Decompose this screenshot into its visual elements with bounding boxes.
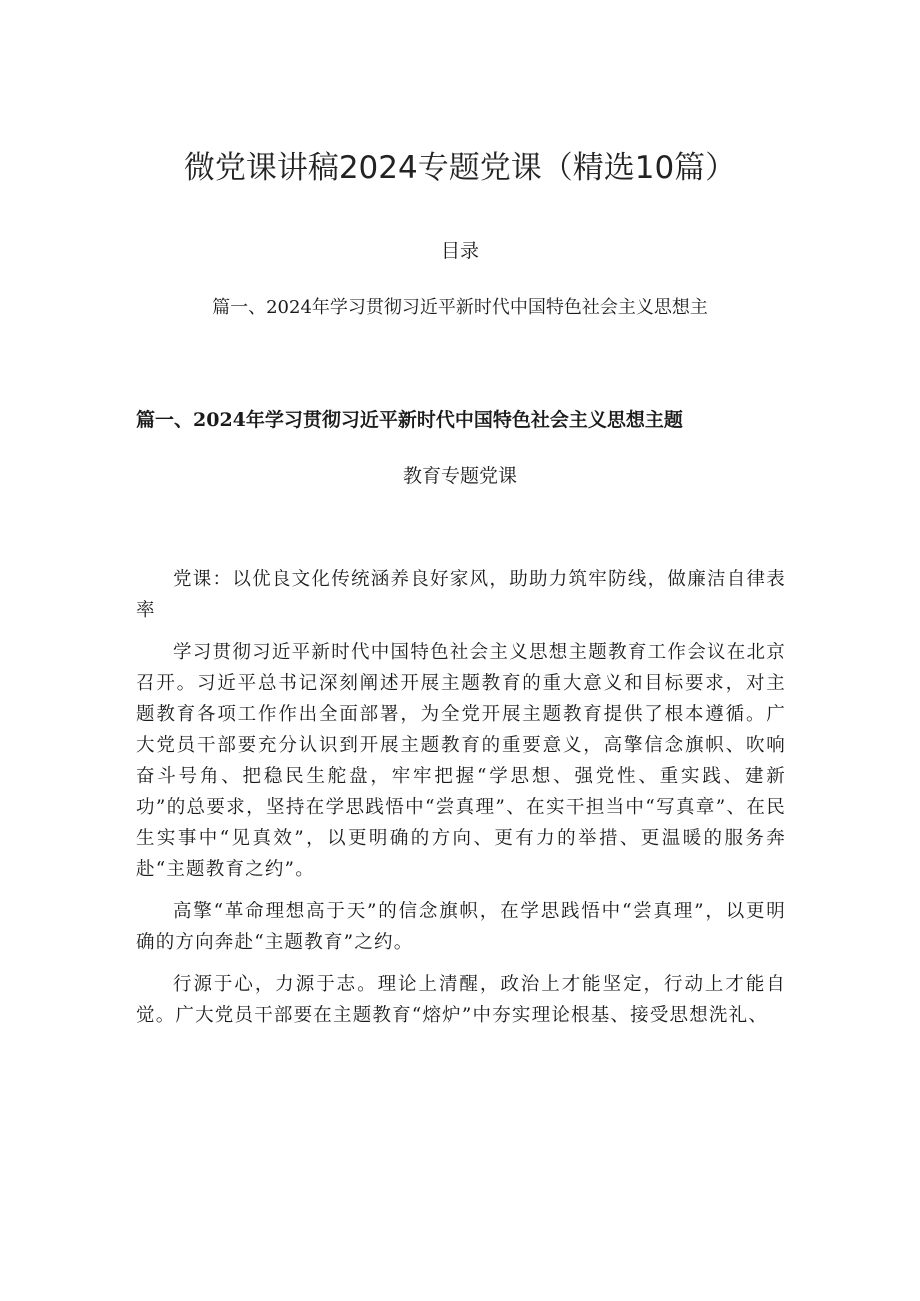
- paragraph: 行源于心，力源于志。理论上清醒，政治上才能坚定，行动上才能自觉。广大党员干部要在主题教育“熔炉”中夯实理论根基、接受思想洗礼、: [136, 974, 786, 1026]
- toc-heading: 目录: [440, 240, 479, 262]
- body-text: [136, 564, 786, 1042]
- document-title: 微党课讲稿2024专题党课（精选10篇）: [183, 150, 737, 186]
- section-subtitle: 教育专题党课: [402, 465, 517, 487]
- paragraph: 学习贯彻习近平新时代中国特色社会主义思想主题教育工作会议在北京召开。习近平总书记深刻阐述开展主题教育的重大意义和目标要求，对主题教育各项工作作出全面部署，为全党开展主题教育提供了根本遵循。广大党员干部要充分认识到开展主题教育的重要意义，高擎信念旗帜、吹响奋斗号角、把稳民生舵盘，牢牢把握“学思想、强党性、重实践、建新功”的总要求，坚持在学思践悟中“尝真理”、在实干担当中“写真章”、在民生实事中“见真效”，以更明确的方向、更有力的举措、更温暖的服务奔赴“主题教育之约”。: [136, 642, 786, 880]
- toc-item[interactable]: 篇一、2024年学习贯彻习近平新时代中国特色社会主义思想主: [212, 297, 708, 318]
- paragraph: 高擎“革命理想高于天”的信念旗帜，在学思践悟中“尝真理”，以更明确的方向奔赴“主题教育”之约。: [136, 901, 786, 953]
- section-title: 篇一、2024年学习贯彻习近平新时代中国特色社会主义思想主题: [136, 409, 683, 431]
- paragraph: 党课：以优良文化传统涵养良好家风，助助力筑牢防线，做廉洁自律表率: [136, 569, 786, 621]
